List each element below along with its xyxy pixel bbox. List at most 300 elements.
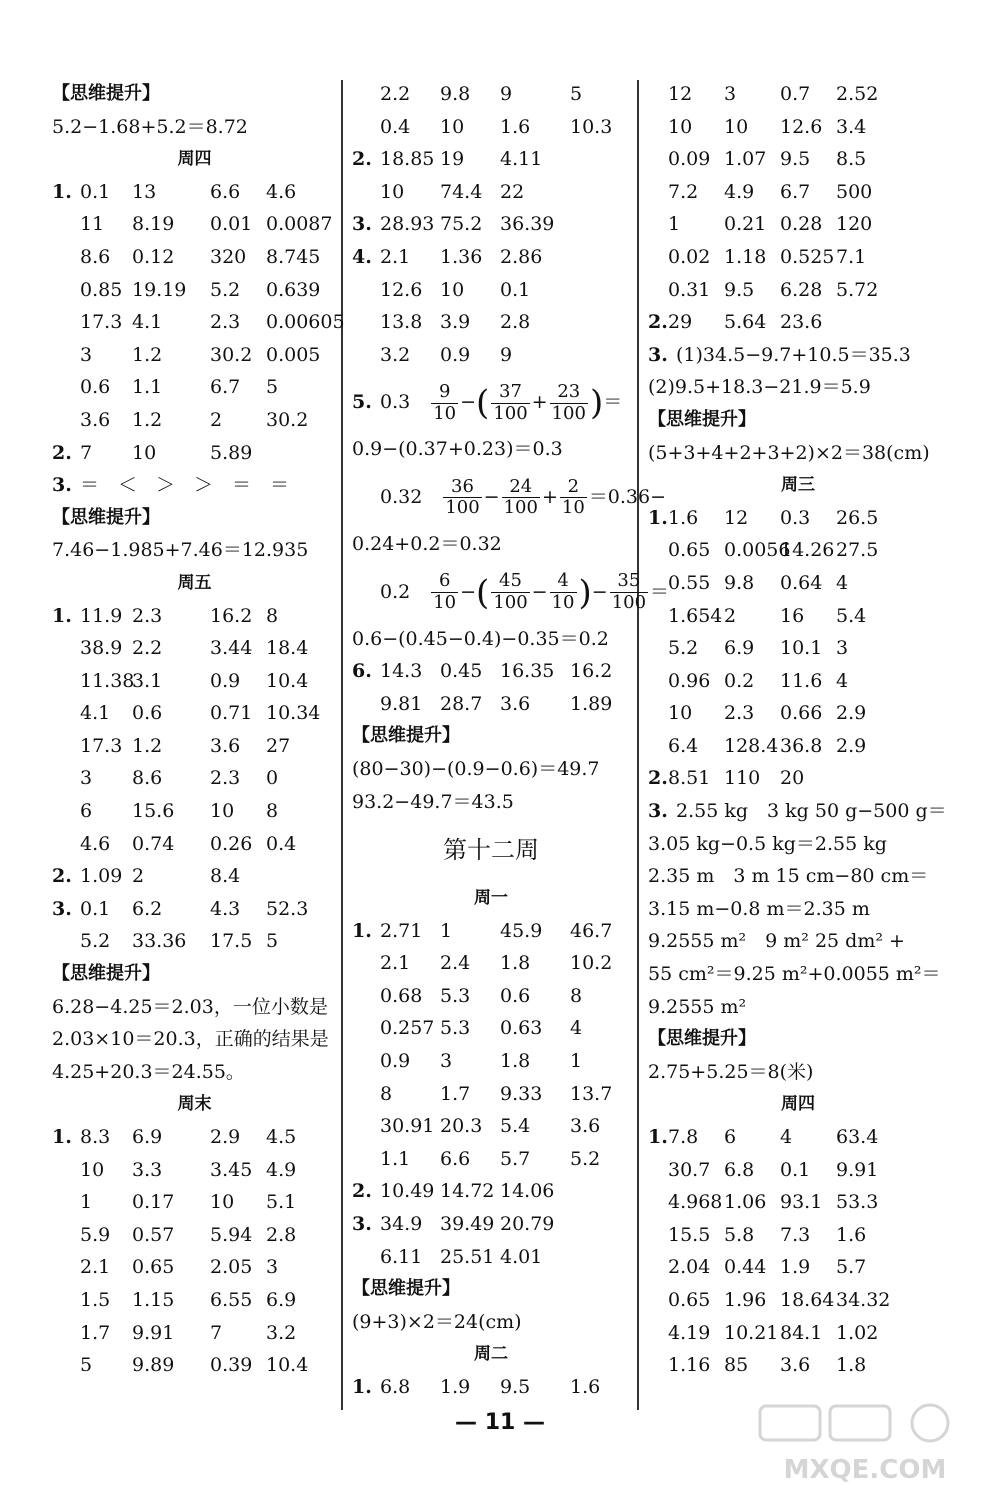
answer-text: 2.35 m 3 m 15 cm−80 cm＝ bbox=[648, 865, 929, 888]
fraction bbox=[491, 571, 529, 613]
answer-cell: 2.9 bbox=[836, 734, 867, 757]
answer-cell: 2.8 bbox=[266, 1223, 297, 1246]
answer-cell: 4 bbox=[836, 669, 849, 692]
answer-cell: 0.31 bbox=[668, 278, 711, 301]
answer-line bbox=[52, 1154, 337, 1187]
answer-text: 9.2555 m² 9 m² 25 dm² + bbox=[648, 930, 905, 953]
answer-cell: 3 bbox=[266, 1256, 279, 1279]
answer-line bbox=[648, 632, 948, 665]
fraction bbox=[550, 382, 588, 424]
answer-cell: 16.2 bbox=[570, 660, 613, 683]
answer-cell: 5.8 bbox=[724, 1223, 755, 1246]
answer-cell: 6.6 bbox=[210, 180, 241, 203]
answer-cell: 13.7 bbox=[570, 1082, 613, 1105]
answer-cell: 0.96 bbox=[668, 669, 711, 692]
answer-cell: 500 bbox=[836, 180, 873, 203]
paren-symbol: ) bbox=[578, 572, 592, 613]
answer-cell: 4.968 bbox=[668, 1191, 723, 1214]
answer-cell: 10 bbox=[210, 1191, 235, 1214]
fraction-denominator: 10 bbox=[561, 497, 585, 519]
answer-line bbox=[52, 828, 337, 861]
answer-cell: 0.57 bbox=[132, 1223, 175, 1246]
answer-cell: 9.5 bbox=[724, 278, 755, 301]
answer-cell: 85 bbox=[724, 1354, 749, 1377]
answer-column-2 bbox=[352, 78, 670, 1404]
answer-cell: 0.64 bbox=[780, 571, 823, 594]
answer-cell: 6 bbox=[80, 800, 93, 823]
answer-cell: 7 bbox=[210, 1321, 223, 1344]
answer-line bbox=[52, 1317, 337, 1350]
answer-cell: 9.91 bbox=[836, 1158, 879, 1181]
answer-cell: 7.1 bbox=[836, 245, 867, 268]
answer-cell: 2.04 bbox=[668, 1256, 711, 1279]
answer-cell: 2.52 bbox=[836, 83, 879, 105]
answer-line bbox=[352, 274, 630, 307]
answer-cell: 15.5 bbox=[668, 1223, 711, 1246]
answer-line bbox=[352, 339, 630, 372]
answer-line bbox=[352, 1371, 630, 1404]
answer-line bbox=[52, 437, 337, 470]
question-number: 1. bbox=[52, 1126, 72, 1148]
operator-symbol: + bbox=[541, 485, 558, 508]
answer-cell: 0.9 bbox=[210, 669, 241, 692]
answer-cell: 6.6 bbox=[440, 1147, 471, 1170]
answer-cell: 34.9 bbox=[380, 1213, 423, 1236]
answer-line bbox=[52, 176, 337, 209]
answer-line bbox=[352, 1306, 630, 1339]
operator-symbol: + bbox=[531, 391, 548, 414]
answer-line bbox=[352, 947, 630, 980]
answer-cell: 10 bbox=[668, 115, 693, 138]
question-number: 3. bbox=[648, 343, 668, 366]
section-heading: 【思维提升】 bbox=[352, 1278, 460, 1300]
answer-cell: 6.9 bbox=[132, 1126, 163, 1148]
answer-line bbox=[352, 753, 630, 786]
answer-cell: 16.2 bbox=[210, 604, 253, 627]
question-number: 3. bbox=[352, 1213, 372, 1236]
answer-line bbox=[352, 78, 630, 111]
question-number: 3. bbox=[52, 474, 72, 497]
answer-cell: 1.06 bbox=[724, 1191, 767, 1214]
answer-cell: 0.4 bbox=[266, 832, 297, 855]
answer-cell: 3.4 bbox=[836, 115, 867, 138]
answer-line bbox=[648, 1056, 948, 1089]
answer-cell: 4 bbox=[836, 571, 849, 594]
answer-cell: 12 bbox=[724, 506, 749, 529]
answer-line bbox=[52, 632, 337, 665]
operator-symbol: − bbox=[483, 485, 500, 508]
answer-cell: 0.17 bbox=[132, 1191, 175, 1214]
question-number: 2. bbox=[352, 148, 372, 171]
answer-cell: 20 bbox=[780, 767, 805, 790]
answer-cell: 2.2 bbox=[380, 83, 411, 105]
answer-cell: 12.6 bbox=[780, 115, 823, 138]
answer-text: 55 cm²＝9.25 m²+0.0055 m²＝ bbox=[648, 963, 941, 986]
answer-line bbox=[352, 915, 630, 948]
answer-cell: 0.44 bbox=[724, 1256, 767, 1279]
answer-cell: 1.8 bbox=[500, 1050, 531, 1073]
answer-line bbox=[648, 600, 948, 633]
answer-line bbox=[52, 371, 337, 404]
answer-cell: 5 bbox=[266, 376, 279, 399]
answer-line bbox=[648, 860, 948, 893]
answer-cell: 3.1 bbox=[132, 669, 163, 692]
answer-cell: 0 bbox=[266, 767, 279, 790]
answer-cell: 28.7 bbox=[440, 692, 483, 715]
answer-cell: 1.6 bbox=[570, 1376, 601, 1398]
answer-line bbox=[52, 762, 337, 795]
answer-value: 0.32 bbox=[380, 485, 423, 508]
answer-text: 0.24+0.2＝0.32 bbox=[352, 532, 502, 555]
answer-cell: 1.2 bbox=[132, 734, 163, 757]
answer-cell: 2.86 bbox=[500, 245, 543, 268]
answer-cell: 1.16 bbox=[668, 1354, 711, 1377]
fraction-numerator: 35 bbox=[610, 571, 648, 593]
equals-text: ＝ bbox=[650, 580, 670, 603]
paren-symbol: ( bbox=[476, 572, 490, 613]
answer-cell: 4.9 bbox=[266, 1158, 297, 1181]
answer-cell: 10 bbox=[132, 441, 157, 464]
fraction-numerator: 4 bbox=[550, 571, 577, 593]
answer-cell: 10.2 bbox=[570, 952, 613, 975]
answer-cell: 4 bbox=[570, 1017, 583, 1040]
answer-cell: 0.65 bbox=[668, 1288, 711, 1311]
paren-symbol: ) bbox=[589, 383, 604, 424]
answer-cell: 1.8 bbox=[500, 952, 531, 975]
answer-text: (5+3+4+2+3+2)×2＝38(cm) bbox=[648, 441, 930, 464]
answer-line bbox=[648, 274, 948, 307]
answer-cell: 6.8 bbox=[724, 1158, 755, 1181]
answer-cell: 10.34 bbox=[266, 702, 321, 725]
fraction-numerator: 6 bbox=[431, 571, 458, 593]
answer-cell: 0.9 bbox=[380, 1050, 411, 1073]
answer-line bbox=[648, 371, 948, 404]
answer-cell: 2.3 bbox=[724, 702, 755, 725]
answer-line bbox=[648, 697, 948, 730]
answer-line bbox=[352, 433, 630, 466]
answer-cell: 0.6 bbox=[80, 376, 111, 399]
answer-cell: 28.93 bbox=[380, 213, 435, 236]
question-number: 3. bbox=[648, 800, 668, 823]
answer-line bbox=[352, 1045, 630, 1078]
answer-line bbox=[648, 241, 948, 274]
answer-cell: 13 bbox=[132, 180, 157, 203]
answer-cell: 0.02 bbox=[668, 245, 711, 268]
question-number: 1. bbox=[352, 1376, 372, 1398]
answer-cell: 10.4 bbox=[266, 1354, 309, 1377]
answer-cell: 18.4 bbox=[266, 637, 309, 660]
answer-cell: 14.26 bbox=[780, 539, 835, 562]
answer-cell: 75.2 bbox=[440, 213, 483, 236]
answer-text: 0.9−(0.37+0.23)＝0.3 bbox=[352, 438, 563, 461]
answer-cell: 10 bbox=[380, 180, 405, 203]
answer-cell: 5.2 bbox=[668, 637, 699, 660]
answer-line bbox=[52, 208, 337, 241]
question-number: 6. bbox=[352, 660, 372, 683]
answer-line bbox=[648, 1186, 948, 1219]
answer-line bbox=[352, 623, 630, 656]
answer-cell: 6.9 bbox=[266, 1288, 297, 1311]
answer-cell: 36.8 bbox=[780, 734, 823, 757]
answer-cell: 17.3 bbox=[80, 311, 123, 334]
answer-line bbox=[52, 339, 337, 372]
answer-cell: 9.8 bbox=[440, 83, 471, 105]
fraction-numerator: 45 bbox=[491, 571, 529, 593]
answer-cell: 1.96 bbox=[724, 1288, 767, 1311]
fraction bbox=[560, 477, 587, 519]
question-number: 1. bbox=[352, 919, 372, 942]
answer-line bbox=[648, 306, 948, 339]
answer-cell: 4.6 bbox=[80, 832, 111, 855]
answer-cell: 5.2 bbox=[80, 930, 111, 953]
day-heading: 周四 bbox=[177, 149, 212, 170]
fraction bbox=[431, 571, 458, 613]
answer-line bbox=[352, 241, 630, 274]
answer-line bbox=[52, 600, 337, 633]
answer-cell: 8 bbox=[380, 1082, 393, 1105]
answer-line bbox=[352, 1143, 630, 1176]
answer-cell: 19.19 bbox=[132, 278, 187, 301]
answer-cell: 0.6 bbox=[132, 702, 163, 725]
answer-cell: 9.81 bbox=[380, 692, 423, 715]
answer-cell: 10.1 bbox=[780, 637, 823, 660]
answer-cell: 10 bbox=[80, 1158, 105, 1181]
answer-cell: 10.3 bbox=[570, 115, 613, 138]
fraction-denominator: 10 bbox=[433, 402, 457, 424]
answer-text: 2.55 kg 3 kg 50 g−500 g＝ bbox=[676, 800, 947, 823]
answer-cell: 0.66 bbox=[780, 702, 823, 725]
answer-cell: 5.9 bbox=[80, 1223, 111, 1246]
answer-cell: 8 bbox=[266, 604, 279, 627]
answer-cell: 0.65 bbox=[668, 539, 711, 562]
answer-cell: 0.639 bbox=[266, 278, 321, 301]
answer-cell: 8.6 bbox=[80, 245, 111, 268]
answer-line bbox=[52, 1023, 337, 1056]
answer-cell: 4.1 bbox=[132, 311, 163, 334]
answer-cell: 4.5 bbox=[266, 1126, 297, 1148]
answer-cell: 17.3 bbox=[80, 734, 123, 757]
answer-line bbox=[352, 980, 630, 1013]
fraction-denominator: 100 bbox=[445, 497, 480, 519]
answer-cell: 3 bbox=[440, 1050, 453, 1073]
answer-text: 2.03×10＝20.3，正确的结果是 bbox=[52, 1028, 329, 1051]
section-heading: 【思维提升】 bbox=[648, 408, 756, 430]
fraction-numerator: 37 bbox=[491, 382, 529, 404]
answer-value: 0.3 bbox=[380, 391, 411, 414]
day-heading: 周三 bbox=[781, 475, 815, 496]
answer-text: 3.05 kg−0.5 kg＝2.55 kg bbox=[648, 832, 887, 855]
answer-cell: 5.72 bbox=[836, 278, 879, 301]
answer-cell: 2.3 bbox=[210, 767, 241, 790]
answer-cell: 5.7 bbox=[500, 1147, 531, 1170]
answer-cell: 20.3 bbox=[440, 1115, 483, 1138]
answer-line bbox=[52, 1219, 337, 1252]
answer-line bbox=[52, 665, 337, 698]
answer-line bbox=[352, 1078, 630, 1111]
question-number: 2. bbox=[648, 767, 668, 790]
answer-cell: 6.28 bbox=[780, 278, 823, 301]
operator-symbol: − bbox=[591, 580, 608, 603]
answer-line bbox=[352, 208, 630, 241]
day-heading: 周一 bbox=[474, 888, 508, 909]
answer-line bbox=[52, 697, 337, 730]
answer-cell: 11.38 bbox=[80, 669, 135, 692]
answer-cell: 0.9 bbox=[440, 343, 471, 366]
answer-cell: 10.4 bbox=[266, 669, 309, 692]
answer-cell: 30.7 bbox=[668, 1158, 711, 1181]
answer-cell: 0.01 bbox=[210, 213, 253, 236]
answer-cell: 1.9 bbox=[780, 1256, 811, 1279]
answer-line bbox=[52, 860, 337, 893]
answer-cell: 1.5 bbox=[80, 1288, 111, 1311]
answer-cell: 0.525 bbox=[780, 245, 835, 268]
answer-cell: 11.9 bbox=[80, 604, 123, 627]
answer-line bbox=[52, 1251, 337, 1284]
answer-cell: 2.71 bbox=[380, 919, 423, 942]
answer-cell: 1.07 bbox=[724, 148, 767, 171]
answer-cell: 15.6 bbox=[132, 800, 175, 823]
answer-line bbox=[352, 371, 630, 433]
answer-line bbox=[648, 208, 948, 241]
question-number: 2. bbox=[352, 1180, 372, 1203]
column-divider-right bbox=[637, 80, 639, 1410]
answer-cell: 1.18 bbox=[724, 245, 767, 268]
answer-line bbox=[52, 1121, 337, 1154]
answer-cell: 120 bbox=[836, 213, 873, 236]
day-heading: 周五 bbox=[177, 572, 212, 593]
answer-line bbox=[352, 111, 630, 144]
answer-cell: 7.8 bbox=[668, 1126, 699, 1148]
answer-cell: 4.6 bbox=[266, 180, 297, 203]
section-heading: 【思维提升】 bbox=[52, 83, 160, 104]
answer-cell: 12.6 bbox=[380, 278, 423, 301]
answer-cell: 2 bbox=[132, 865, 145, 888]
answer-cell: 2.1 bbox=[380, 245, 411, 268]
answer-cell: 33.36 bbox=[132, 930, 187, 953]
answer-cell: 30.2 bbox=[210, 343, 253, 366]
answer-line bbox=[52, 306, 345, 339]
answer-line bbox=[648, 502, 948, 535]
answer-line bbox=[352, 688, 630, 721]
svg-text:MXQE.COM: MXQE.COM bbox=[783, 1455, 947, 1485]
answer-line bbox=[648, 111, 948, 144]
answer-cell: 0.39 bbox=[210, 1354, 253, 1377]
answer-cell: 74.4 bbox=[440, 180, 483, 203]
answer-text: 2.75+5.25＝8(米) bbox=[648, 1060, 814, 1083]
answer-cell: 0.63 bbox=[500, 1017, 543, 1040]
answer-cell: 26.5 bbox=[836, 506, 879, 529]
answer-line bbox=[648, 1251, 948, 1284]
answer-cell: 0.68 bbox=[380, 984, 423, 1007]
fraction-expression bbox=[380, 466, 666, 528]
answer-cell: 3.6 bbox=[80, 408, 111, 431]
equals-text: ＝ bbox=[603, 391, 623, 414]
answer-cell: 6 bbox=[724, 1126, 737, 1148]
answer-line bbox=[352, 466, 667, 528]
answer-cell: 6.7 bbox=[210, 376, 241, 399]
answer-cell: 10.21 bbox=[724, 1321, 779, 1344]
answer-line bbox=[648, 730, 948, 763]
answer-cell: 110 bbox=[724, 767, 761, 790]
answer-line bbox=[648, 567, 948, 600]
fraction bbox=[550, 571, 577, 613]
answer-line bbox=[648, 1349, 948, 1382]
answer-line bbox=[648, 1284, 948, 1317]
answer-line bbox=[352, 1012, 630, 1045]
answer-text: (2)9.5+18.3−21.9＝5.9 bbox=[648, 376, 871, 399]
answer-cell: 5.1 bbox=[266, 1191, 297, 1214]
answer-cell: 8.6 bbox=[132, 767, 163, 790]
answer-cell: 4.11 bbox=[500, 148, 543, 171]
answer-cell: 2.9 bbox=[210, 1126, 241, 1148]
fraction-numerator: 9 bbox=[431, 382, 458, 404]
answer-cell: 18.85 bbox=[380, 148, 435, 171]
answer-cell: 0.4 bbox=[380, 115, 411, 138]
answer-cell: 0.26 bbox=[210, 832, 253, 855]
answer-line bbox=[52, 1284, 337, 1317]
operator-symbol: − bbox=[460, 580, 477, 603]
answer-cell: 320 bbox=[210, 245, 247, 268]
answer-cell: 1.2 bbox=[132, 343, 163, 366]
answer-cell: 2.05 bbox=[210, 1256, 253, 1279]
paren-symbol: ( bbox=[476, 383, 490, 424]
answer-cell: 3.9 bbox=[440, 311, 471, 334]
answer-line bbox=[352, 143, 630, 176]
watermark-logo bbox=[750, 1400, 980, 1490]
answer-cell: 0.65 bbox=[132, 1256, 175, 1279]
answer-line bbox=[352, 561, 670, 623]
answer-line bbox=[648, 893, 948, 926]
answer-text: (1)34.5−9.7+10.5＝35.3 bbox=[676, 343, 911, 366]
answer-cell: 0.257 bbox=[380, 1017, 435, 1040]
answer-cell: 3.6 bbox=[570, 1115, 601, 1138]
answer-cell: 1.1 bbox=[380, 1147, 411, 1170]
answer-cell: 14.06 bbox=[500, 1180, 555, 1203]
answer-cell: 39.49 bbox=[440, 1213, 495, 1236]
answer-cell: 2 bbox=[724, 604, 737, 627]
answer-line bbox=[52, 404, 337, 437]
answer-cell: 8 bbox=[570, 984, 583, 1007]
answer-cell: 14.3 bbox=[380, 660, 423, 683]
answer-cell: 7 bbox=[80, 441, 93, 464]
answer-cell: 1.654 bbox=[668, 604, 723, 627]
answer-cell: 0.2 bbox=[724, 669, 755, 692]
answer-cell: 2.3 bbox=[210, 311, 241, 334]
answer-cell: 27.5 bbox=[836, 539, 879, 562]
section-heading: 【思维提升】 bbox=[52, 963, 160, 985]
answer-line bbox=[52, 1349, 337, 1382]
answer-line bbox=[52, 469, 337, 502]
answer-line bbox=[52, 1056, 337, 1089]
answer-cell: 5.3 bbox=[440, 984, 471, 1007]
answer-line bbox=[52, 274, 337, 307]
answer-cell: 5.2 bbox=[210, 278, 241, 301]
answer-cell: 53.3 bbox=[836, 1191, 879, 1214]
answer-value: 0.2 bbox=[380, 580, 411, 603]
answer-cell: 1.1 bbox=[132, 376, 163, 399]
answer-cell: 3.6 bbox=[780, 1354, 811, 1377]
fraction-numerator: 24 bbox=[502, 477, 540, 499]
fraction-denominator: 100 bbox=[551, 402, 586, 424]
answer-line bbox=[648, 339, 948, 372]
answer-cell: 93.1 bbox=[780, 1191, 823, 1214]
answer-cell: 0.1 bbox=[80, 897, 111, 920]
fraction-denominator: 100 bbox=[493, 402, 528, 424]
answer-cell: 29 bbox=[668, 311, 693, 334]
section-heading: 【思维提升】 bbox=[352, 725, 460, 747]
question-number: 3. bbox=[352, 213, 372, 236]
answer-cell: 9 bbox=[500, 83, 513, 105]
